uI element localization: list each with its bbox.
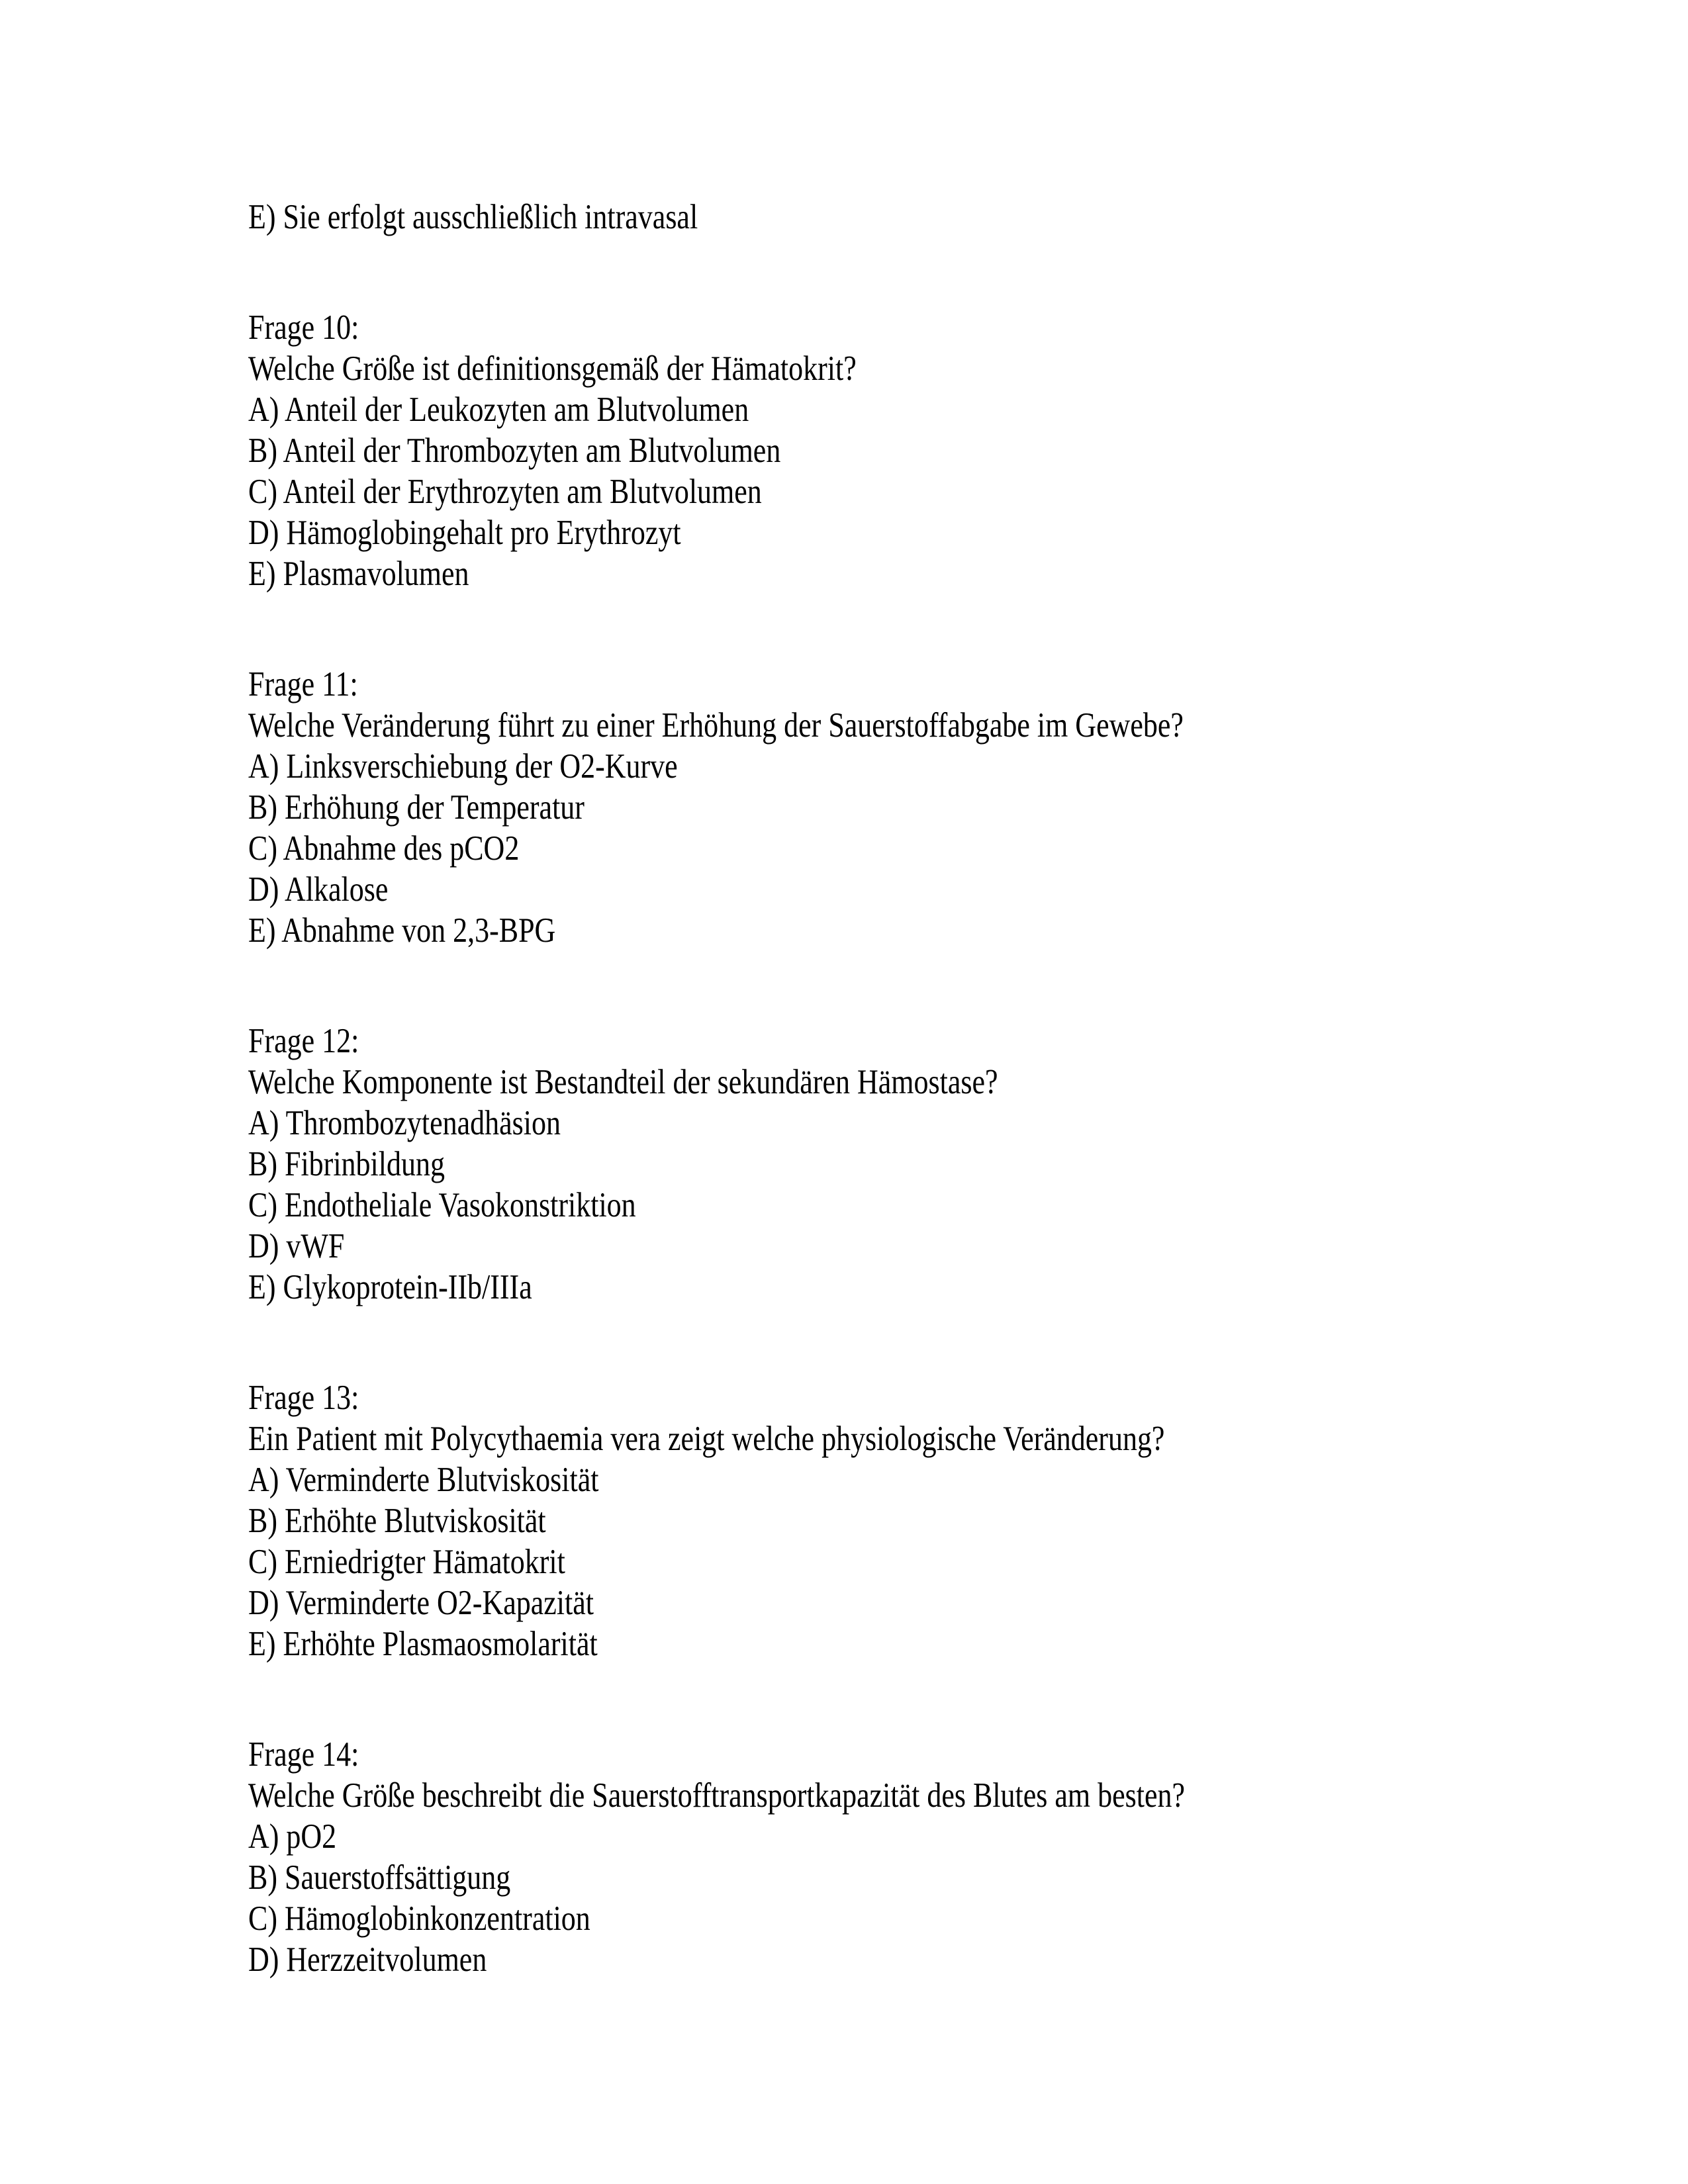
answer-option-line: E) Erhöhte Plasmaosmolarität bbox=[248, 1625, 598, 1663]
answer-option-line: B) Sauerstoffsättigung bbox=[248, 1858, 511, 1897]
answer-option-line: C) Endotheliale Vasokonstriktion bbox=[248, 1186, 636, 1224]
answer-option-line: C) Abnahme des pCO2 bbox=[248, 829, 520, 868]
answer-option-line: E) Sie erfolgt ausschließlich intravasal bbox=[248, 198, 698, 236]
answer-option-line: D) vWF bbox=[248, 1227, 345, 1265]
question-text: Welche Komponente ist Bestandteil der sekundären Hämostase? bbox=[248, 1063, 998, 1101]
question-block-frage-11 bbox=[248, 664, 1185, 951]
answer-option-line: C) Erniedrigter Hämatokrit bbox=[248, 1543, 565, 1581]
answer-option-line: D) Hämoglobingehalt pro Erythrozyt bbox=[248, 514, 681, 552]
answer-option-line: B) Fibrinbildung bbox=[248, 1145, 445, 1183]
question-block-frage-10 bbox=[248, 307, 1185, 594]
question-label: Frage 13: bbox=[248, 1379, 359, 1417]
previous-question-remainder-block bbox=[248, 197, 1185, 238]
answer-option-line: A) Linksverschiebung der O2-Kurve bbox=[248, 747, 678, 786]
answer-option-line: E) Plasmavolumen bbox=[248, 555, 469, 593]
answer-option-line: B) Erhöhte Blutviskosität bbox=[248, 1502, 546, 1540]
answer-option-line: C) Anteil der Erythrozyten am Blutvolumen bbox=[248, 473, 762, 511]
answer-option-line: A) Verminderte Blutviskosität bbox=[248, 1461, 599, 1499]
answer-option-line: B) Erhöhung der Temperatur bbox=[248, 788, 585, 827]
question-text: Ein Patient mit Polycythaemia vera zeigt welche physiologische Veränderung? bbox=[248, 1420, 1165, 1458]
question-block-frage-12 bbox=[248, 1021, 1185, 1308]
answer-option-line: A) Thrombozytenadhäsion bbox=[248, 1104, 561, 1142]
answer-option-line: B) Anteil der Thrombozyten am Blutvolumen bbox=[248, 432, 781, 470]
answer-option-line: D) Verminderte O2-Kapazität bbox=[248, 1584, 594, 1622]
answer-option-line: A) pO2 bbox=[248, 1817, 337, 1856]
question-block-frage-14 bbox=[248, 1734, 1185, 1980]
question-label: Frage 12: bbox=[248, 1022, 359, 1060]
question-label: Frage 11: bbox=[248, 665, 358, 704]
answer-option-line: E) Glykoprotein-IIb/IIIa bbox=[248, 1268, 532, 1306]
question-label: Frage 14: bbox=[248, 1735, 359, 1774]
question-block-frage-13 bbox=[248, 1377, 1185, 1664]
question-text: Welche Größe ist definitionsgemäß der Hämatokrit? bbox=[248, 349, 857, 388]
question-text: Welche Größe beschreibt die Sauerstofftransportkapazität des Blutes am besten? bbox=[248, 1776, 1186, 1815]
answer-option-line: D) Alkalose bbox=[248, 870, 389, 909]
answer-option-line: A) Anteil der Leukozyten am Blutvolumen bbox=[248, 390, 749, 429]
question-text: Welche Veränderung führt zu einer Erhöhung der Sauerstoffabgabe im Gewebe? bbox=[248, 706, 1184, 745]
answer-option-line: C) Hämoglobinkonzentration bbox=[248, 1899, 590, 1938]
document-content bbox=[248, 197, 1185, 1980]
answer-option-line: D) Herzzeitvolumen bbox=[248, 1940, 487, 1979]
question-label: Frage 10: bbox=[248, 308, 359, 347]
answer-option-line: E) Abnahme von 2,3-BPG bbox=[248, 911, 556, 950]
